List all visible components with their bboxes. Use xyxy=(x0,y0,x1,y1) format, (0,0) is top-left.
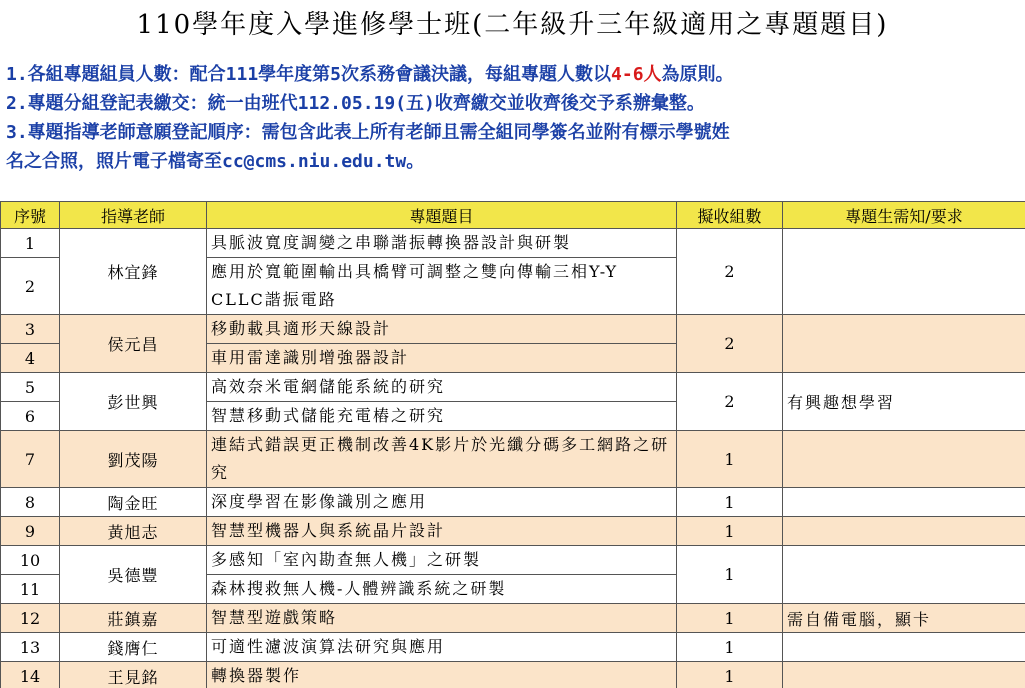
topic-title: 轉換器製作 xyxy=(207,662,677,688)
group-count: 1 xyxy=(677,546,783,604)
note-3-text: 3.專題指導老師意願登記順序：需包含此表上所有老師且需全組同學簽名並附有標示學號姓 xyxy=(6,122,730,143)
table-row xyxy=(1,517,1025,546)
advisor-name: 劉茂陽 xyxy=(60,431,207,488)
requirements xyxy=(783,633,1025,662)
table-row xyxy=(1,431,1025,488)
table-row xyxy=(1,604,1025,633)
note-1-tail: 為原則。 xyxy=(661,64,734,85)
topic-title: 車用雷達識別增強器設計 xyxy=(207,344,677,373)
header-teacher: 指導老師 xyxy=(60,202,207,229)
topic-title: 應用於寬範圍輸出具橋臂可調整之雙向傳輸三相Y-Y CLLC諧振電路 xyxy=(207,258,677,315)
table-row xyxy=(1,633,1025,662)
requirements xyxy=(783,517,1025,546)
requirements xyxy=(783,488,1025,517)
advisor-name: 林宜鋒 xyxy=(60,229,207,315)
advisor-name: 錢膺仁 xyxy=(60,633,207,662)
group-count: 2 xyxy=(677,229,783,315)
note-line-2 xyxy=(6,89,1021,118)
row-number: 12 xyxy=(1,604,60,633)
requirements xyxy=(783,229,1025,315)
group-count: 2 xyxy=(677,373,783,431)
advisor-name: 侯元昌 xyxy=(60,315,207,373)
row-number: 5 xyxy=(1,373,60,402)
row-number: 10 xyxy=(1,546,60,575)
page-title: 110學年度入學進修學士班(二年級升三年級適用之專題題目) xyxy=(136,10,889,40)
requirements xyxy=(783,431,1025,488)
row-number: 4 xyxy=(1,344,60,373)
note-line-4 xyxy=(6,147,1021,176)
row-number: 8 xyxy=(1,488,60,517)
table-row xyxy=(1,229,1025,258)
topic-title: 智慧型機器人與系統晶片設計 xyxy=(207,517,677,546)
topic-title: 多感知「室內勘查無人機」之研製 xyxy=(207,546,677,575)
advisor-name: 彭世興 xyxy=(60,373,207,431)
header-requirements: 專題生需知/要求 xyxy=(783,202,1025,229)
table-header-row xyxy=(1,202,1025,229)
row-number: 2 xyxy=(1,258,60,315)
topic-title: 森林搜救無人機-人體辨識系統之研製 xyxy=(207,575,677,604)
group-count: 1 xyxy=(677,633,783,662)
table-row xyxy=(1,315,1025,344)
topics-table xyxy=(0,201,1025,688)
row-number: 7 xyxy=(1,431,60,488)
note-line-3 xyxy=(6,118,1021,147)
row-number: 13 xyxy=(1,633,60,662)
note-line-1 xyxy=(6,60,1021,89)
topic-title: 可適性濾波演算法研究與應用 xyxy=(207,633,677,662)
row-number: 9 xyxy=(1,517,60,546)
group-count: 1 xyxy=(677,604,783,633)
advisor-name: 莊鎮嘉 xyxy=(60,604,207,633)
row-number: 3 xyxy=(1,315,60,344)
advisor-name: 黃旭志 xyxy=(60,517,207,546)
topic-title: 具脈波寬度調變之串聯諧振轉換器設計與研製 xyxy=(207,229,677,258)
group-count: 1 xyxy=(677,662,783,688)
topic-title: 移動載具適形天線設計 xyxy=(207,315,677,344)
requirements xyxy=(783,662,1025,688)
note-4-text: 名之合照，照片電子檔寄至cc@cms.niu.edu.tw。 xyxy=(6,151,425,172)
row-number: 1 xyxy=(1,229,60,258)
topic-title: 深度學習在影像識別之應用 xyxy=(207,488,677,517)
header-no: 序號 xyxy=(1,202,60,229)
advisor-name: 吳德豐 xyxy=(60,546,207,604)
group-count: 1 xyxy=(677,488,783,517)
note-2-text: 2.專題分組登記表繳交：統一由班代112.05.19(五)收齊繳交並收齊後交予系辦彙整。 xyxy=(6,93,705,114)
advisor-name: 王見銘 xyxy=(60,662,207,688)
notes-block xyxy=(6,60,1021,176)
group-count: 1 xyxy=(677,431,783,488)
table-row xyxy=(1,488,1025,517)
row-number: 14 xyxy=(1,662,60,688)
requirements: 需自備電腦，顯卡 xyxy=(783,604,1025,633)
group-count: 2 xyxy=(677,315,783,373)
header-count: 擬收組數 xyxy=(677,202,783,229)
topic-title: 智慧移動式儲能充電樁之研究 xyxy=(207,402,677,431)
topic-title: 連結式錯誤更正機制改善4K影片於光纖分碼多工網路之研究 xyxy=(207,431,677,488)
topic-title: 高效奈米電網儲能系統的研究 xyxy=(207,373,677,402)
requirements: 有興趣想學習 xyxy=(783,373,1025,431)
row-number: 11 xyxy=(1,575,60,604)
note-1-text: 1.各組專題組員人數：配合111學年度第5次系務會議決議，每組專題人數以 xyxy=(6,64,612,85)
row-number: 6 xyxy=(1,402,60,431)
advisor-name: 陶金旺 xyxy=(60,488,207,517)
requirements xyxy=(783,315,1025,373)
group-size-highlight: 4-6人 xyxy=(611,64,662,85)
table-row xyxy=(1,373,1025,402)
topic-title: 智慧型遊戲策略 xyxy=(207,604,677,633)
requirements xyxy=(783,546,1025,604)
table-row xyxy=(1,662,1025,688)
group-count: 1 xyxy=(677,517,783,546)
table-body xyxy=(1,229,1025,688)
header-topic: 專題題目 xyxy=(207,202,677,229)
table-row xyxy=(1,546,1025,575)
